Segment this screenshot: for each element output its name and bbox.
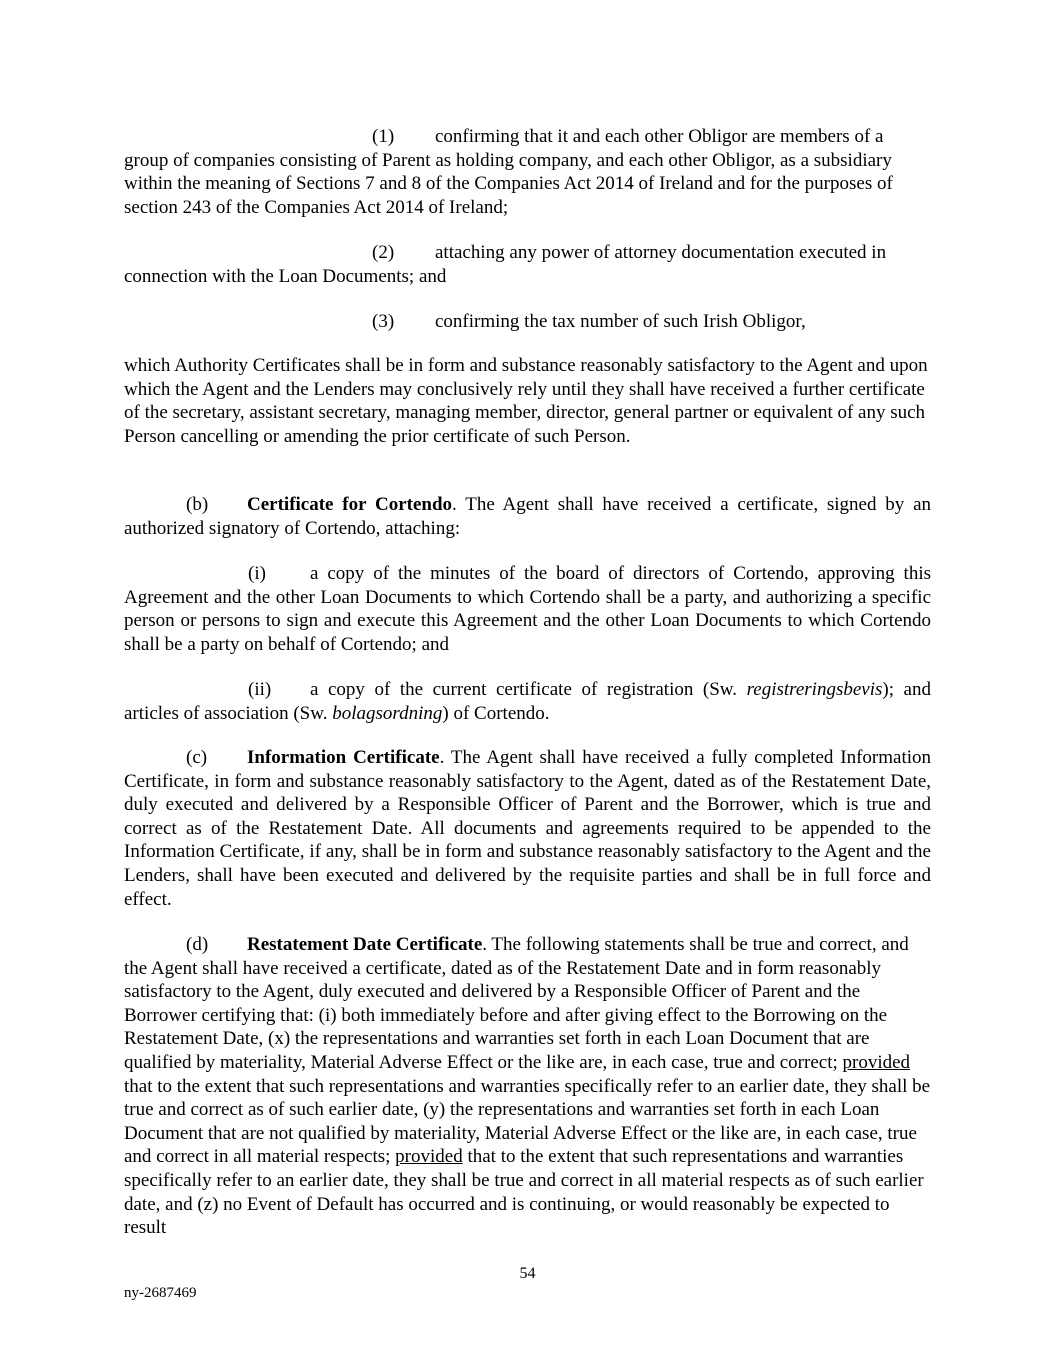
section-c-number: (c) <box>186 747 208 768</box>
section-d-provided-1: provided <box>842 1051 911 1073</box>
section-d-text-1: . The following statements shall be true and correct, and the Agent shall have received a certificate, dated as of the Restatement Date and in form reasonably satisfactory to the Agent, duly executed and delivered by a Responsible Officer of Parent and the Borrower certifying that: (i) both immediately before and after giving effect to the Borrowing on the Restatement Date, (x) the representations and warranties set forth in each Loan Document that are qualified by materiality, Material Adverse Effect or the like are, in each case, true and correct; <box>124 934 909 1073</box>
section-b-item-ii-italic-2: bolagsordning <box>332 702 443 724</box>
section-b-number: (b) <box>186 494 209 515</box>
item-2-paragraph <box>124 241 931 288</box>
section-c-paragraph <box>124 746 931 911</box>
authority-certificates-paragraph: which Authority Certificates shall be in form and substance reasonably satisfactory to the Agent and upon which the Agent and the Lenders may conclusively rely until they shall have received a further certificate of the secretary, assistant secretary, managing member, director, general partner or equivalent of any such Person cancelling or amending the prior certificate of such Person. <box>124 355 928 447</box>
item-3-number: (3) <box>372 311 395 332</box>
section-c-heading: Information Certificate <box>247 747 440 768</box>
section-b-item-ii-text-3: ) of Cortendo. <box>442 702 550 724</box>
section-d-paragraph <box>124 933 934 1240</box>
section-c-text: . The Agent shall have received a fully completed Information Certificate, in form and substance reasonably satisfactory to the Agent, dated as of the Restatement Date, duly executed and delivered by a Responsible Officer of Parent and the Borrower, which is true and correct as of the Restatement Date. All documents and agreements required to be appended to the Information Certificate, if any, shall be in form and substance reasonably satisfactory to the Agent and the Lenders, shall have been executed and delivered by the requisite parties and shall be in full force and effect. <box>124 747 932 910</box>
section-d-text-2: that to the extent that such representations and warranties specifically refer to an earlier date, they shall be true and correct as of such earlier date, (y) the representations and warranties set forth in each Loan Document that are not qualified by materiality, Material Adverse Effect or the like are, in each case, true and correct in all material respects; <box>124 1075 931 1168</box>
section-b-item-ii-text-1: a copy of the current certificate of registration (Sw. <box>310 679 747 700</box>
section-d-provided-2: provided <box>395 1146 463 1168</box>
page-number: 54 <box>519 1265 536 1282</box>
item-2-text: attaching any power of attorney documentation executed in connection with the Loan Documents; and <box>124 242 887 287</box>
item-1-paragraph <box>124 125 931 219</box>
item-1-text: confirming that it and each other Obligor are members of a group of companies consisting of Parent as holding company, and each other Obligor, as a subsidiary within the meaning of Sections 7 and 8 of the Companies Act 2014 of Ireland and for the purposes of section 243 of the Companies Act 2014 of Ireland; <box>124 126 893 218</box>
section-d-number: (d) <box>186 934 209 955</box>
section-b-item-i-paragraph <box>124 562 931 656</box>
item-3-paragraph <box>124 310 931 334</box>
section-b-item-ii-number: (ii) <box>248 679 272 700</box>
item-2-number: (2) <box>372 242 395 263</box>
item-1-number: (1) <box>372 126 395 147</box>
section-b-item-ii-italic-1: registreringsbevis <box>746 679 883 700</box>
section-b-text: . The Agent shall have received a certificate, signed by an authorized signatory of Cortendo, attaching: <box>124 494 932 539</box>
item-3-text: confirming the tax number of such Irish Obligor, <box>435 311 806 332</box>
section-d-text-3: that to the extent that such representations and warranties specifically refer to an earlier date, they shall be true and correct in all material respects as of such earlier date, and (z) no Event of Default has occurred and is continuing, or would reasonably be expected to result <box>124 1146 924 1239</box>
section-b-item-i-number: (i) <box>248 563 266 584</box>
section-b-item-ii-paragraph <box>124 678 931 725</box>
section-b-paragraph <box>124 493 931 540</box>
document-id: ny-2687469 <box>124 1285 197 1301</box>
section-b-item-ii-text-2: ); and articles of association (Sw. <box>124 679 931 724</box>
section-d-heading: Restatement Date Certificate <box>247 934 483 955</box>
section-b-item-i-text: a copy of the minutes of the board of directors of Cortendo, approving this Agreement and the other Loan Documents to which Cortendo shall be a party, and authorizing a specific person or persons to sign and execute this Agreement and the other Loan Documents to which Cortendo shall be a party on behalf of Cortendo; and <box>124 563 931 655</box>
section-b-heading: Certificate for Cortendo <box>247 494 453 515</box>
